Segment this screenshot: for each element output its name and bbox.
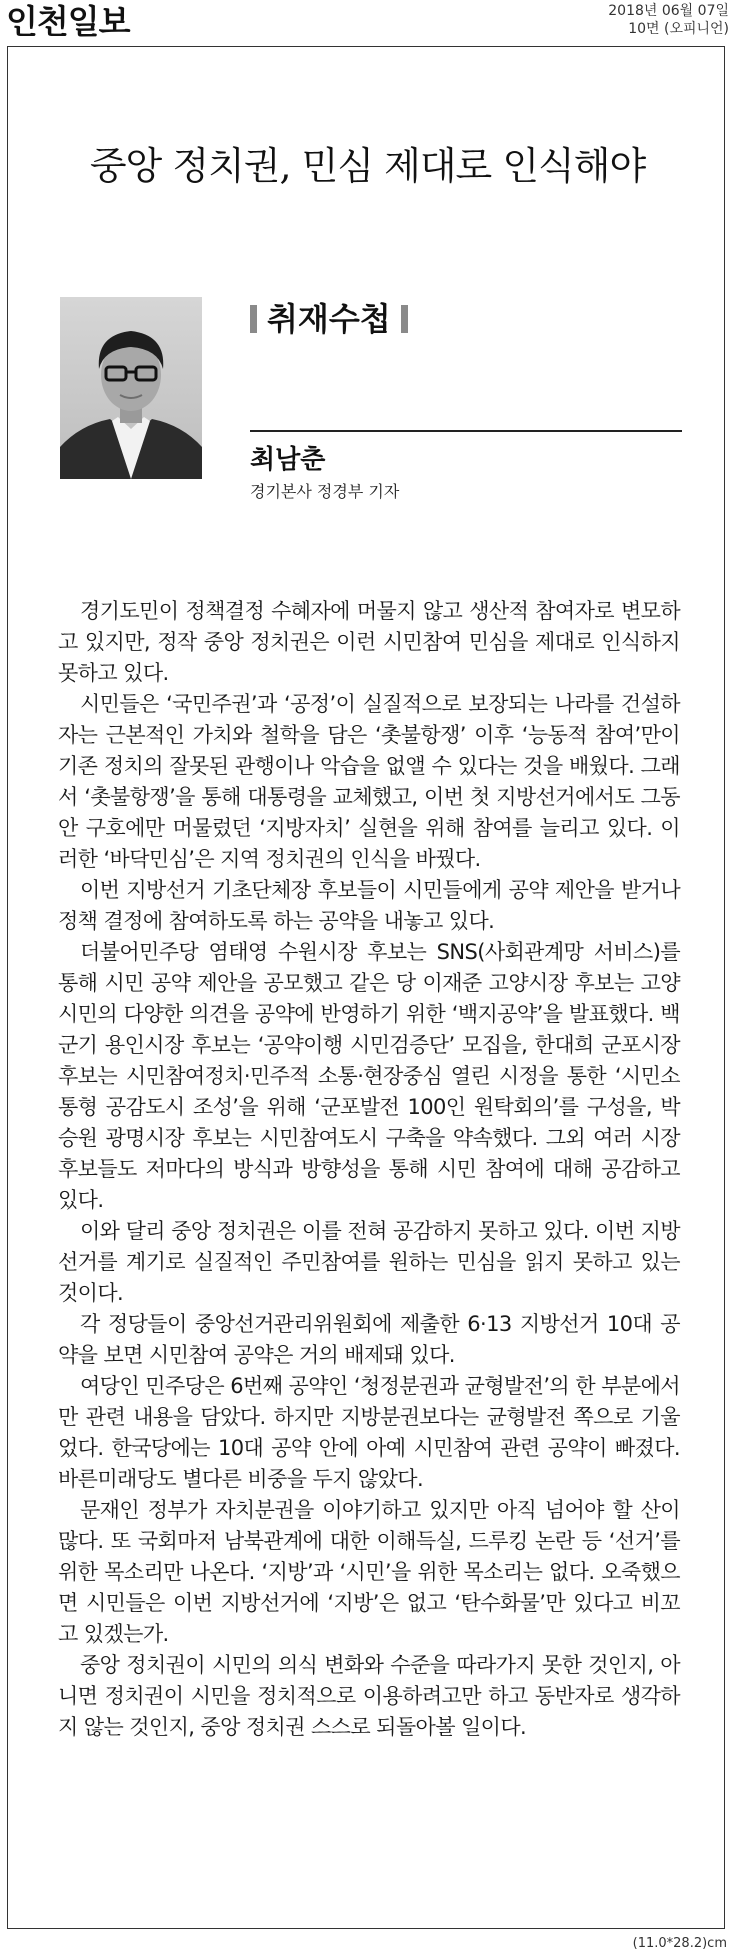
label-bar-right [401, 305, 408, 333]
body-paragraph: 이와 달리 중앙 정치권은 이를 전혀 공감하지 못하고 있다. 이번 지방선거를 계기로 실질적인 주민참여를 원하는 민심을 읽지 못하고 있는 것이다. [58, 1219, 680, 1305]
byline-rule [250, 430, 682, 432]
issue-page: 10면 (오피니언) [628, 21, 729, 37]
author-photo [60, 297, 202, 479]
body-paragraph: 경기도민이 정책결정 수혜자에 머물지 않고 생산적 참여자로 변모하고 있지만, 정작 중앙 정치권은 이런 시민참여 민심을 제대로 인식하지 못하고 있다. [58, 599, 680, 685]
body-paragraph: 각 정당들이 중앙선거관리위원회에 제출한 6·13 지방선거 10대 공약을 보면 시민참여 공약은 거의 배제돼 있다. [58, 1312, 680, 1367]
clipping-size-note: (11.0*28.2)cm [632, 1936, 727, 1951]
body-paragraph: 시민들은 ‘국민주권’과 ‘공정’이 실질적으로 보장되는 나라를 건설하자는 근본적인 가치와 철학을 담은 ‘촛불항쟁’ 이후 ‘능동적 참여’만이 기존 정치의 잘못된 관행이나 악습을 없앨 수 있다는 것을 배웠다. 그래서 ‘촛불항쟁’을 통해 대통령을 교체했고, 이번 첫 지방선거에서도 그동안 구호에만 머물렀던 ‘지방자치’ 실현을 위해 참여를 늘리고 있다. 이러한 ‘바닥민심’은 지역 정치권의 인식을 바꿨다. [58, 692, 680, 871]
issue-date: 2018년 06월 07일 [608, 3, 729, 19]
headline: 중앙 정치권, 민심 제대로 인식해야 [89, 144, 646, 188]
body-paragraph: 더불어민주당 염태영 수원시장 후보는 SNS(사회관계망 서비스)를 통해 시민 공약 제안을 공모했고 같은 당 이재준 고양시장 후보는 고양시민의 다양한 의견을 공약에 반영하기 위한 ‘백지공약’을 발표했다. 백군기 용인시장 후보는 ‘공약이행 시민검증단’ 모집을, 한대희 군포시장 후보는 시민참여정치·민주적 소통·현장중심 열린 시정을 통한 ‘시민소통형 공감도시 조성’을 위해 ‘군포발전 100인 원탁회의’를 구성을, 박승원 광명시장 후보는 시민참여도시 구축을 약속했다. 그외 여러 시장 후보들도 저마다의 방식과 방향성을 통해 시민 참여에 대해 공감하고 있다. [58, 940, 680, 1212]
issue-info [608, 2, 729, 38]
body-paragraph: 중앙 정치권이 시민의 의식 변화와 수준을 따라가지 못한 것인지, 아니면 정치권이 시민을 정치적으로 이용하려고만 하고 동반자로 생각하지 않는 것인지, 중앙 정치권 스스로 되돌아볼 일이다. [58, 1653, 680, 1739]
label-bar-left [250, 305, 257, 333]
paper-name: 인천일보 [6, 2, 130, 41]
column-label-text: 취재수첩 [267, 300, 391, 338]
author-name: 최남춘 [250, 445, 326, 475]
body-paragraph: 이번 지방선거 기초단체장 후보들이 시민들에게 공약 제안을 받거나 정책 결정에 참여하도록 하는 공약을 내놓고 있다. [58, 878, 680, 933]
column-label [250, 299, 408, 339]
author-title: 경기본사 정경부 기자 [250, 482, 400, 501]
body-paragraph: 여당인 민주당은 6번째 공약인 ‘청정분권과 균형발전’의 한 부분에서만 관련 내용을 담았다. 하지만 지방분권보다는 균형발전 쪽으로 기울었다. 한국당에는 10대 공약 안에 아예 시민참여 관련 공약이 빠졌다. 바른미래당도 별다른 비중을 두지 않았다. [58, 1374, 680, 1491]
masthead [0, 0, 735, 44]
body-paragraph: 문재인 정부가 자치분권을 이야기하고 있지만 아직 넘어야 할 산이 많다. 또 국회마저 남북관계에 대한 이해득실, 드루킹 논란 등 ‘선거’를 위한 목소리만 나온다. ‘지방’과 ‘시민’을 위한 목소리는 없다. 오죽했으면 시민들은 이번 지방선거에 ‘지방’은 없고 ‘탄수화물’만 있다고 비꼬고 있겠는가. [58, 1498, 680, 1646]
author-portrait-image [60, 297, 202, 479]
article-body [58, 596, 680, 1743]
